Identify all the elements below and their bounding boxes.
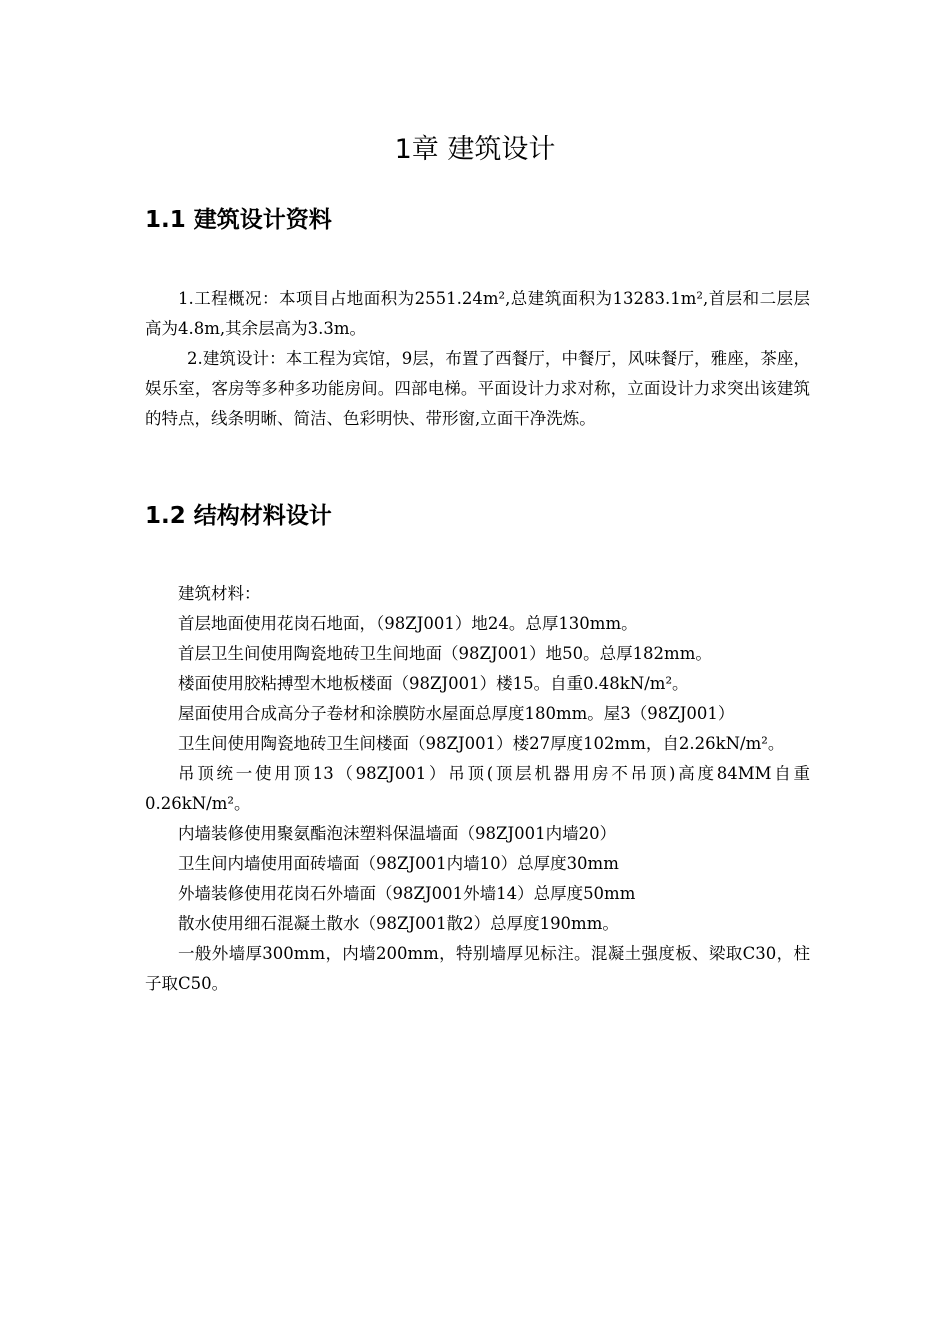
paragraph-architectural-design: 2.建筑设计：本工程为宾馆，9层，布置了西餐厅，中餐厅，风味餐厅，雅座，茶座，娱乐室，客房等多种多功能房间。四部电梯。平面设计力求对称，立面设计力求突出该建筑的特点，线条明晰、简洁、色彩明快、带形窗,立面干净洗炼。 — [145, 349, 810, 428]
chapter-title: 1章 建筑设计 — [394, 134, 556, 165]
material-line-floor: 楼面使用胶粘搏型木地板楼面（98ZJ001）楼15。自重0.48kN/m²。 — [178, 674, 689, 693]
paragraph-project-overview: 1.工程概况：本项目占地面积为2551.24m²,总建筑面积为13283.1m²,首层和二层层高为4.8m,其余层高为3.3m。 — [145, 289, 810, 338]
material-line-ceiling: 吊顶统一使用顶13（98ZJ001）吊顶(顶层机器用房不吊顶)高度84MM自重0.26kN/m²。 — [145, 764, 810, 813]
material-line-exterior-wall: 外墙装修使用花岗石外墙面（98ZJ001外墙14）总厚度50mm — [178, 884, 636, 903]
material-line-bathroom-wall: 卫生间内墙使用面砖墙面（98ZJ001内墙10）总厚度30mm — [178, 854, 619, 873]
section-title-1-1: 1.1 建筑设计资料 — [145, 207, 332, 233]
material-line-apron: 散水使用细石混凝土散水（98ZJ001散2）总厚度190mm。 — [178, 914, 619, 933]
material-line-ground-floor: 首层地面使用花岗石地面，（98ZJ001）地24。总厚130mm。 — [178, 614, 638, 633]
material-line-interior-wall: 内墙装修使用聚氨酯泡沫塑料保温墙面（98ZJ001内墙20） — [178, 824, 617, 843]
material-line-bathroom-floor: 卫生间使用陶瓷地砖卫生间楼面（98ZJ001）楼27厚度102mm，自2.26kN/m²。 — [178, 734, 785, 753]
material-line-wall-thickness: 一般外墙厚300mm，内墙200mm，特别墙厚见标注。混凝土强度板、梁取C30，柱子取C50。 — [145, 944, 810, 993]
material-line-ground-bathroom: 首层卫生间使用陶瓷地砖卫生间地面（98ZJ001）地50。总厚182mm。 — [178, 644, 712, 663]
section-title-1-2: 1.2 结构材料设计 — [145, 503, 332, 529]
section-1-1-body — [145, 284, 810, 434]
material-line-roof: 屋面使用合成高分子卷材和涂膜防水屋面总厚度180mm。屋3（98ZJ001） — [178, 704, 735, 723]
section-1-2-body — [145, 579, 810, 999]
materials-heading: 建筑材料： — [178, 584, 261, 603]
